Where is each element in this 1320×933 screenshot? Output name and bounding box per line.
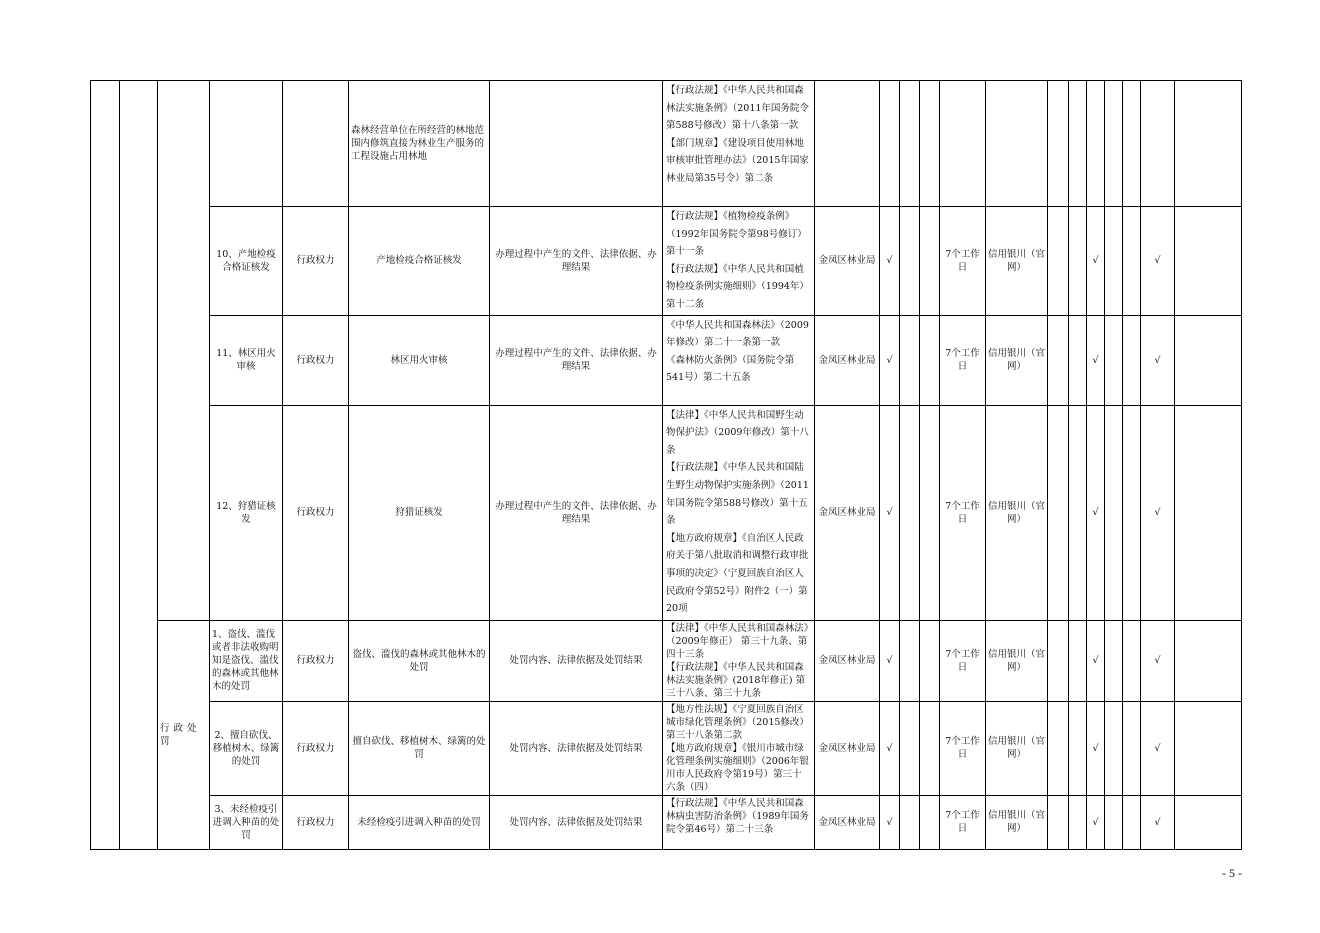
table-row (91, 81, 1242, 207)
item-scope (490, 81, 663, 207)
check-mark: √ (1141, 701, 1175, 795)
item-time: 7个工作日 (940, 315, 986, 405)
check-mark: √ (880, 405, 900, 620)
item-scope: 处罚内容、法律依据及处罚结果 (490, 620, 663, 701)
item-channel: 信用银川（官网） (986, 207, 1048, 316)
cell (1048, 701, 1069, 795)
item-basis (663, 620, 815, 701)
item-agency: 金凤区林业局 (815, 795, 880, 849)
cell (900, 620, 920, 701)
basis-line: 【地方政府规章】《自治区人民政府关于第八批取消和调整行政审批事项的决定》（宁夏回族自治区人民政府令第52号）附件2（一）第20项 (666, 532, 809, 615)
item-time: 7个工作日 (940, 620, 986, 701)
cell (1175, 795, 1242, 849)
item-time: 7个工作日 (940, 795, 986, 849)
item-content: 未经检疫引进调入种苗的处罚 (349, 795, 490, 849)
cell (1123, 701, 1141, 795)
cell (920, 795, 940, 849)
cell (1105, 207, 1123, 316)
item-content: 狩猎证核发 (349, 405, 490, 620)
check-mark: √ (1141, 620, 1175, 701)
cell (1087, 81, 1105, 207)
item-name: 10、产地检疫合格证核发 (210, 207, 283, 316)
item-type (283, 81, 349, 207)
cell (1175, 620, 1242, 701)
item-channel: 信用银川（官网） (986, 701, 1048, 795)
cell (920, 701, 940, 795)
cell (900, 405, 920, 620)
basis-line: 【地方性法规】《宁夏回族自治区城市绿化管理条例》（2015修改）第三十八条第二款 (666, 703, 809, 741)
check-mark: √ (1087, 315, 1105, 405)
cell (1123, 795, 1141, 849)
check-mark: √ (1141, 207, 1175, 316)
item-channel: 信用银川（官网） (986, 795, 1048, 849)
cell (920, 405, 940, 620)
item-type: 行政权力 (283, 701, 349, 795)
cell (1048, 315, 1069, 405)
check-mark: √ (1141, 405, 1175, 620)
item-content: 擅自砍伐、移植树木、绿篱的处罚 (349, 701, 490, 795)
item-agency: 金凤区林业局 (815, 405, 880, 620)
cell (900, 795, 920, 849)
cell (920, 620, 940, 701)
cell (1048, 405, 1069, 620)
cell (1069, 620, 1087, 701)
check-mark: √ (1087, 701, 1105, 795)
cell (1069, 315, 1087, 405)
item-scope: 办理过程中产生的文件、法律依据、办理结果 (490, 315, 663, 405)
cell (1175, 701, 1242, 795)
cell (920, 81, 940, 207)
item-basis (663, 315, 815, 405)
cell (1105, 405, 1123, 620)
cell (900, 315, 920, 405)
check-mark: √ (1087, 795, 1105, 849)
item-name: 1、盗伐、滥伐或者非法收购明知是盗伐、滥伐的森林或其他林木的处罚 (210, 620, 283, 701)
item-agency (815, 81, 880, 207)
item-agency: 金凤区林业局 (815, 701, 880, 795)
basis-line: 【法律】《中华人民共和国野生动物保护法》（2009年修改）第十八条 (666, 409, 809, 456)
cell (1048, 620, 1069, 701)
cell (1069, 795, 1087, 849)
item-content: 产地检疫合格证核发 (349, 207, 490, 316)
cell (1175, 405, 1242, 620)
item-scope: 办理过程中产生的文件、法律依据、办理结果 (490, 405, 663, 620)
item-content: 盗伐、滥伐的森林或其他林木的处罚 (349, 620, 490, 701)
cell (1123, 405, 1141, 620)
item-content: 林区用火审核 (349, 315, 490, 405)
cell (900, 81, 920, 207)
check-mark: √ (1087, 207, 1105, 316)
item-channel: 信用银川（官网） (986, 620, 1048, 701)
item-basis (663, 207, 815, 316)
item-type: 行政权力 (283, 315, 349, 405)
table-row (91, 620, 1242, 701)
cell (1175, 207, 1242, 316)
cell (1069, 81, 1087, 207)
item-content: 森林经营单位在所经营的林地范围内修筑直接为林业生产服务的工程设施占用林地 (349, 81, 490, 207)
item-scope: 处罚内容、法律依据及处罚结果 (490, 701, 663, 795)
cell (880, 81, 900, 207)
table-row (91, 701, 1242, 795)
cell (1123, 620, 1141, 701)
item-time: 7个工作日 (940, 207, 986, 316)
table-row (91, 795, 1242, 849)
item-time: 7个工作日 (940, 405, 986, 620)
basis-line: 《森林防火条例》（国务院令第541号）第二十五条 (666, 354, 795, 384)
cell (1069, 701, 1087, 795)
check-mark: √ (1141, 315, 1175, 405)
basis-line: 【行政法规】《植物检疫条例》（1992年国务院令第98号修订）第十一条 (666, 211, 807, 258)
cell (920, 315, 940, 405)
basis-line: 【行政法规】《中华人民共和国森林病虫害防治条例》（1989年国务院令第46号）第二十三条 (666, 797, 809, 835)
cell (1123, 207, 1141, 316)
item-basis (663, 405, 815, 620)
basis-line: 【行政法规】《中华人民共和国森林法实施条例》(2018年修正) 第三十八条、第三十九条 (666, 661, 806, 699)
cell (1141, 81, 1175, 207)
government-affairs-table (90, 80, 1242, 850)
basis-line: 【部门规章】《建设项目使用林地审核审批管理办法》（2015年国家林业局第35号令）第二条 (666, 137, 809, 184)
page-number: - 5 - (1222, 866, 1242, 880)
cell (1048, 81, 1069, 207)
basis-line: 【行政法规】《中华人民共和国陆生野生动物保护实施条例》（2011年国务院令第588号修改）第十五条 (666, 462, 809, 527)
table-row (91, 405, 1242, 620)
item-type: 行政权力 (283, 405, 349, 620)
cell (1048, 207, 1069, 316)
cell (900, 207, 920, 316)
check-mark: √ (1087, 620, 1105, 701)
cell (1105, 620, 1123, 701)
cell (1123, 315, 1141, 405)
basis-line: 【法律】《中华人民共和国森林法》（2009年修正） 第三十九条、第四十三条 (666, 622, 809, 660)
check-mark: √ (1087, 405, 1105, 620)
item-basis (663, 81, 815, 207)
blank-cell (120, 81, 158, 850)
basis-line: 【地方政府规章】《银川市城市绿化管理条例实施细则》（2006年银川市人民政府令第19号）第三十六条（四） (666, 742, 809, 793)
check-mark: √ (880, 315, 900, 405)
item-scope: 处罚内容、法律依据及处罚结果 (490, 795, 663, 849)
table-row (91, 315, 1242, 405)
item-channel (986, 81, 1048, 207)
cell (1069, 207, 1087, 316)
item-scope: 办理过程中产生的文件、法律依据、办理结果 (490, 207, 663, 316)
cell (900, 701, 920, 795)
check-mark: √ (1141, 795, 1175, 849)
check-mark: √ (880, 795, 900, 849)
item-basis (663, 795, 815, 849)
cell (1069, 405, 1087, 620)
cell (1105, 701, 1123, 795)
cell (1105, 315, 1123, 405)
item-basis (663, 701, 815, 795)
cell (1175, 81, 1242, 207)
item-name: 12、狩猎证核发 (210, 405, 283, 620)
item-agency: 金凤区林业局 (815, 207, 880, 316)
blank-cell (158, 81, 210, 621)
basis-line: 【行政法规】《中华人民共和国植物检疫条例实施细则》（1994年）第十二条 (666, 263, 809, 310)
item-name: 3、未经检疫引进调入种苗的处罚 (210, 795, 283, 849)
item-channel: 信用银川（官网） (986, 315, 1048, 405)
category-label: 行政处罚 (158, 620, 210, 849)
cell (1105, 795, 1123, 849)
blank-cell (91, 81, 120, 850)
basis-line: 【行政法规】《中华人民共和国森林法实施条例》（2011年国务院令第588号修改）第十八条第一款 (666, 85, 809, 132)
cell (1175, 315, 1242, 405)
check-mark: √ (880, 620, 900, 701)
item-type: 行政权力 (283, 620, 349, 701)
item-name: 2、擅自砍伐、移植树木、绿篱的处罚 (210, 701, 283, 795)
cell (1105, 81, 1123, 207)
item-name: 11、林区用火审核 (210, 315, 283, 405)
item-name (210, 81, 283, 207)
item-type: 行政权力 (283, 207, 349, 316)
item-agency: 金凤区林业局 (815, 315, 880, 405)
cell (1123, 81, 1141, 207)
item-type: 行政权力 (283, 795, 349, 849)
cell (1048, 795, 1069, 849)
check-mark: √ (880, 207, 900, 316)
cell (920, 207, 940, 316)
item-time (940, 81, 986, 207)
table-row (91, 207, 1242, 316)
item-agency: 金凤区林业局 (815, 620, 880, 701)
item-time: 7个工作日 (940, 701, 986, 795)
basis-line: 《中华人民共和国森林法》（2009年修改）第二十一条第一款 (666, 319, 809, 349)
item-channel: 信用银川（官网） (986, 405, 1048, 620)
check-mark: √ (880, 701, 900, 795)
